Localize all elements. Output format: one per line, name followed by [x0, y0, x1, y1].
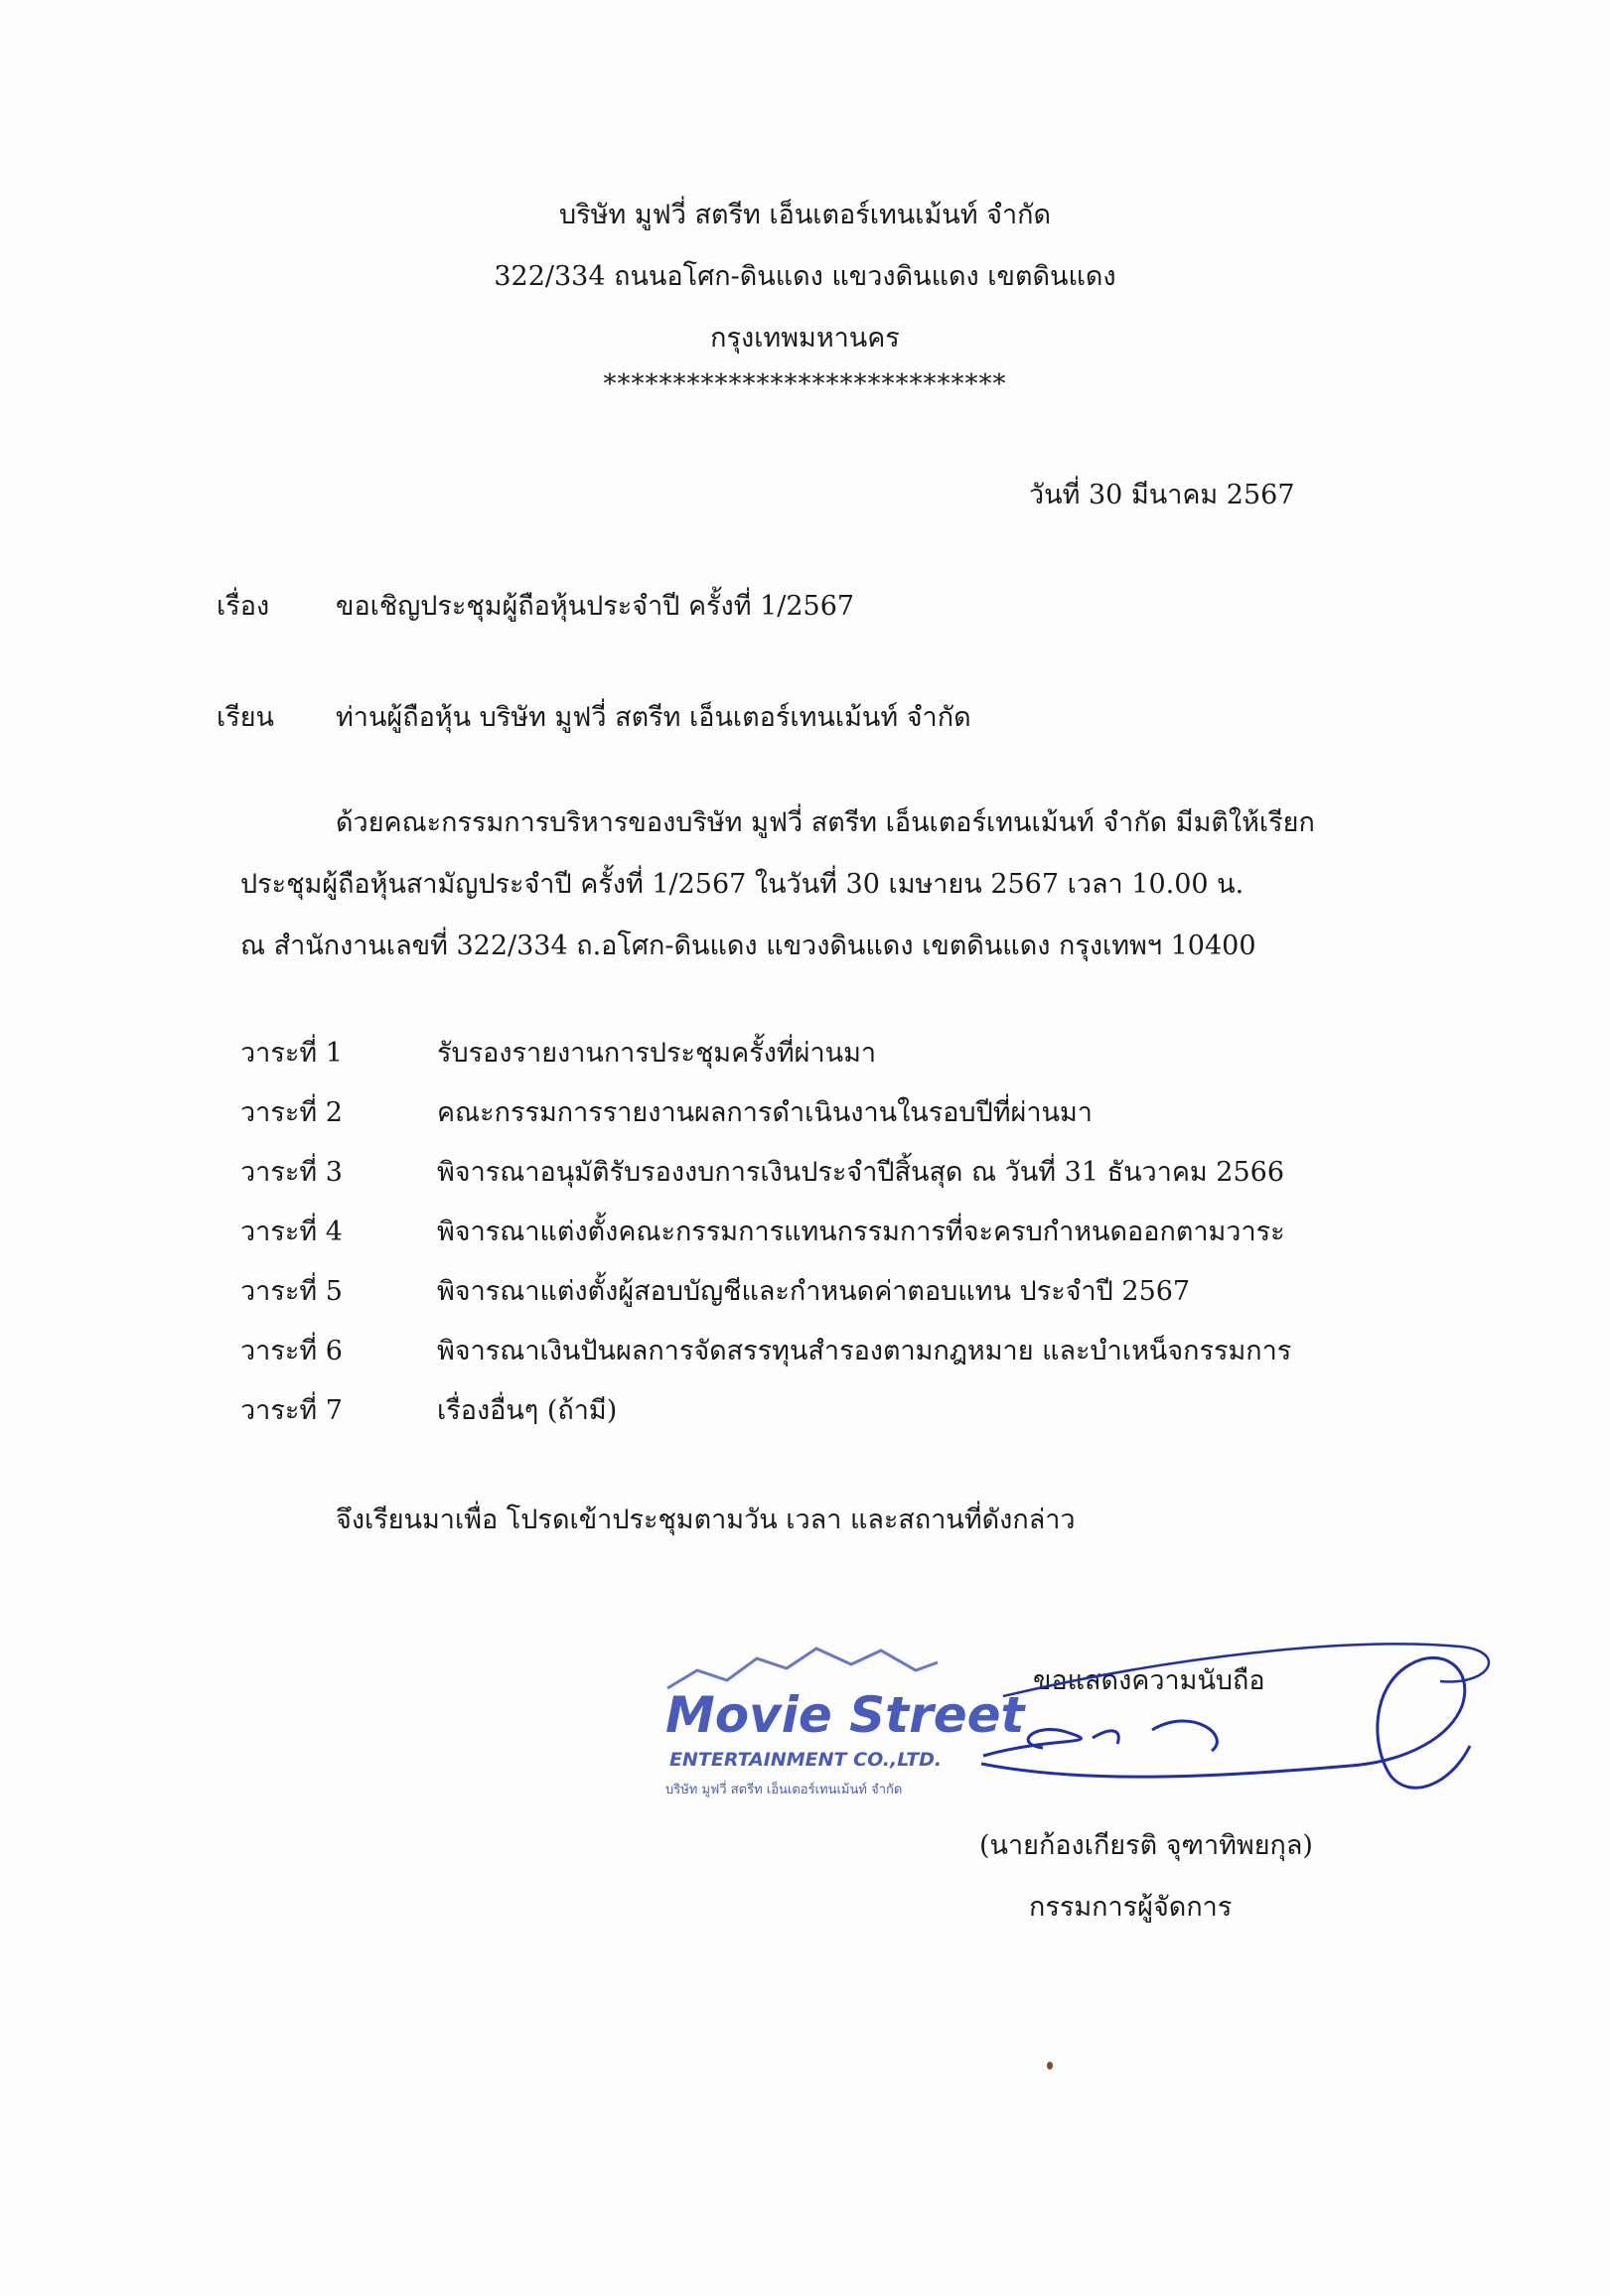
- header-divider: *****************************: [603, 369, 1007, 399]
- agenda-text-3: พิจารณาอนุมัติรับรองงบการเงินประจำปีสิ้นสุด ณ วันที่ 31 ธันวาคม 2566: [437, 1157, 1285, 1188]
- agenda-text-1: รับรองรายงานการประชุมครั้งที่ผ่านมา: [437, 1038, 877, 1069]
- regards-text: ขอแสดงความนับถือ: [1033, 1665, 1265, 1696]
- agenda-text-5: พิจารณาแต่งตั้งผู้สอบบัญชีและกำหนดค่าตอบแทน ประจำปี 2567: [437, 1276, 1191, 1307]
- company-address-line1: 322/334 ถนนอโศก-ดินแดง แขวงดินแดง เขตดินแดง: [494, 261, 1116, 292]
- agenda-text-4: พิจารณาแต่งตั้งคณะกรรมการแทนกรรมการที่จะครบกำหนดออกตามวาระ: [437, 1217, 1285, 1247]
- salutation-label: เรียน: [217, 702, 275, 733]
- agenda-text-7: เรื่องอื่นๆ (ถ้ามี): [437, 1395, 618, 1426]
- company-stamp: [658, 1641, 1025, 1809]
- svg-text:บริษัท มูฟวี่ สตรีท เอ็นเตอร์เ: บริษัท มูฟวี่ สตรีท เอ็นเตอร์เทนเม้นท์ จำกัด: [665, 1783, 903, 1797]
- signature-graphic: [973, 1627, 1490, 1815]
- svg-text:Movie Street: Movie Street: [665, 1686, 1025, 1744]
- agenda-label-6: วาระที่ 6: [240, 1336, 343, 1366]
- closing-line: จึงเรียนมาเพื่อ โปรดเข้าประชุมตามวัน เวลา และสถานที่ดังกล่าว: [336, 1505, 1076, 1535]
- signer-name: (นายก้องเกียรติ จุฑาทิพยกุล): [979, 1830, 1313, 1861]
- agenda-label-5: วาระที่ 5: [240, 1276, 343, 1307]
- company-stamp-graphic: [658, 1641, 1025, 1809]
- subject-label: เรื่อง: [217, 591, 270, 622]
- signature: [973, 1627, 1490, 1815]
- body-line-2: ประชุมผู้ถือหุ้นสามัญประจำปี ครั้งที่ 1/2567 ในวันที่ 30 เมษายน 2567 เวลา 10.00 น.: [240, 869, 1244, 900]
- agenda-text-2: คณะกรรมการรายงานผลการดำเนินงานในรอบปีที่ผ่านมา: [437, 1097, 1093, 1128]
- agenda-label-4: วาระที่ 4: [240, 1217, 343, 1247]
- agenda-label-1: วาระที่ 1: [240, 1038, 343, 1069]
- agenda-text-6: พิจารณาเงินปันผลการจัดสรรทุนสำรองตามกฎหมาย และบำเหน็จกรรมการ: [437, 1336, 1292, 1366]
- svg-text:ENTERTAINMENT CO.,LTD.: ENTERTAINMENT CO.,LTD.: [669, 1749, 943, 1771]
- body-line-3: ณ สำนักงานเลขที่ 322/334 ถ.อโศก-ดินแดง แขวงดินแดง เขตดินแดง กรุงเทพฯ 10400: [240, 931, 1256, 961]
- paper-speck: [1047, 2062, 1053, 2070]
- agenda-label-2: วาระที่ 2: [240, 1097, 343, 1128]
- agenda-label-7: วาระที่ 7: [240, 1395, 343, 1426]
- agenda-label-3: วาระที่ 3: [240, 1157, 343, 1188]
- body-line-1: ด้วยคณะกรรมการบริหารของบริษัท มูฟวี่ สตรีท เอ็นเตอร์เทนเม้นท์ จำกัด มีมติให้เรียก: [336, 807, 1315, 838]
- company-name: บริษัท มูฟวี่ สตรีท เอ็นเตอร์เทนเม้นท์ จำกัด: [559, 200, 1051, 230]
- subject-text: ขอเชิญประชุมผู้ถือหุ้นประจำปี ครั้งที่ 1/2567: [336, 591, 855, 622]
- letter-date: วันที่ 30 มีนาคม 2567: [1029, 480, 1295, 510]
- company-address-line2: กรุงเทพมหานคร: [710, 323, 900, 354]
- salutation-text: ท่านผู้ถือหุ้น บริษัท มูฟวี่ สตรีท เอ็นเตอร์เทนเม้นท์ จำกัด: [336, 702, 971, 733]
- signer-title: กรรมการผู้จัดการ: [1029, 1892, 1233, 1923]
